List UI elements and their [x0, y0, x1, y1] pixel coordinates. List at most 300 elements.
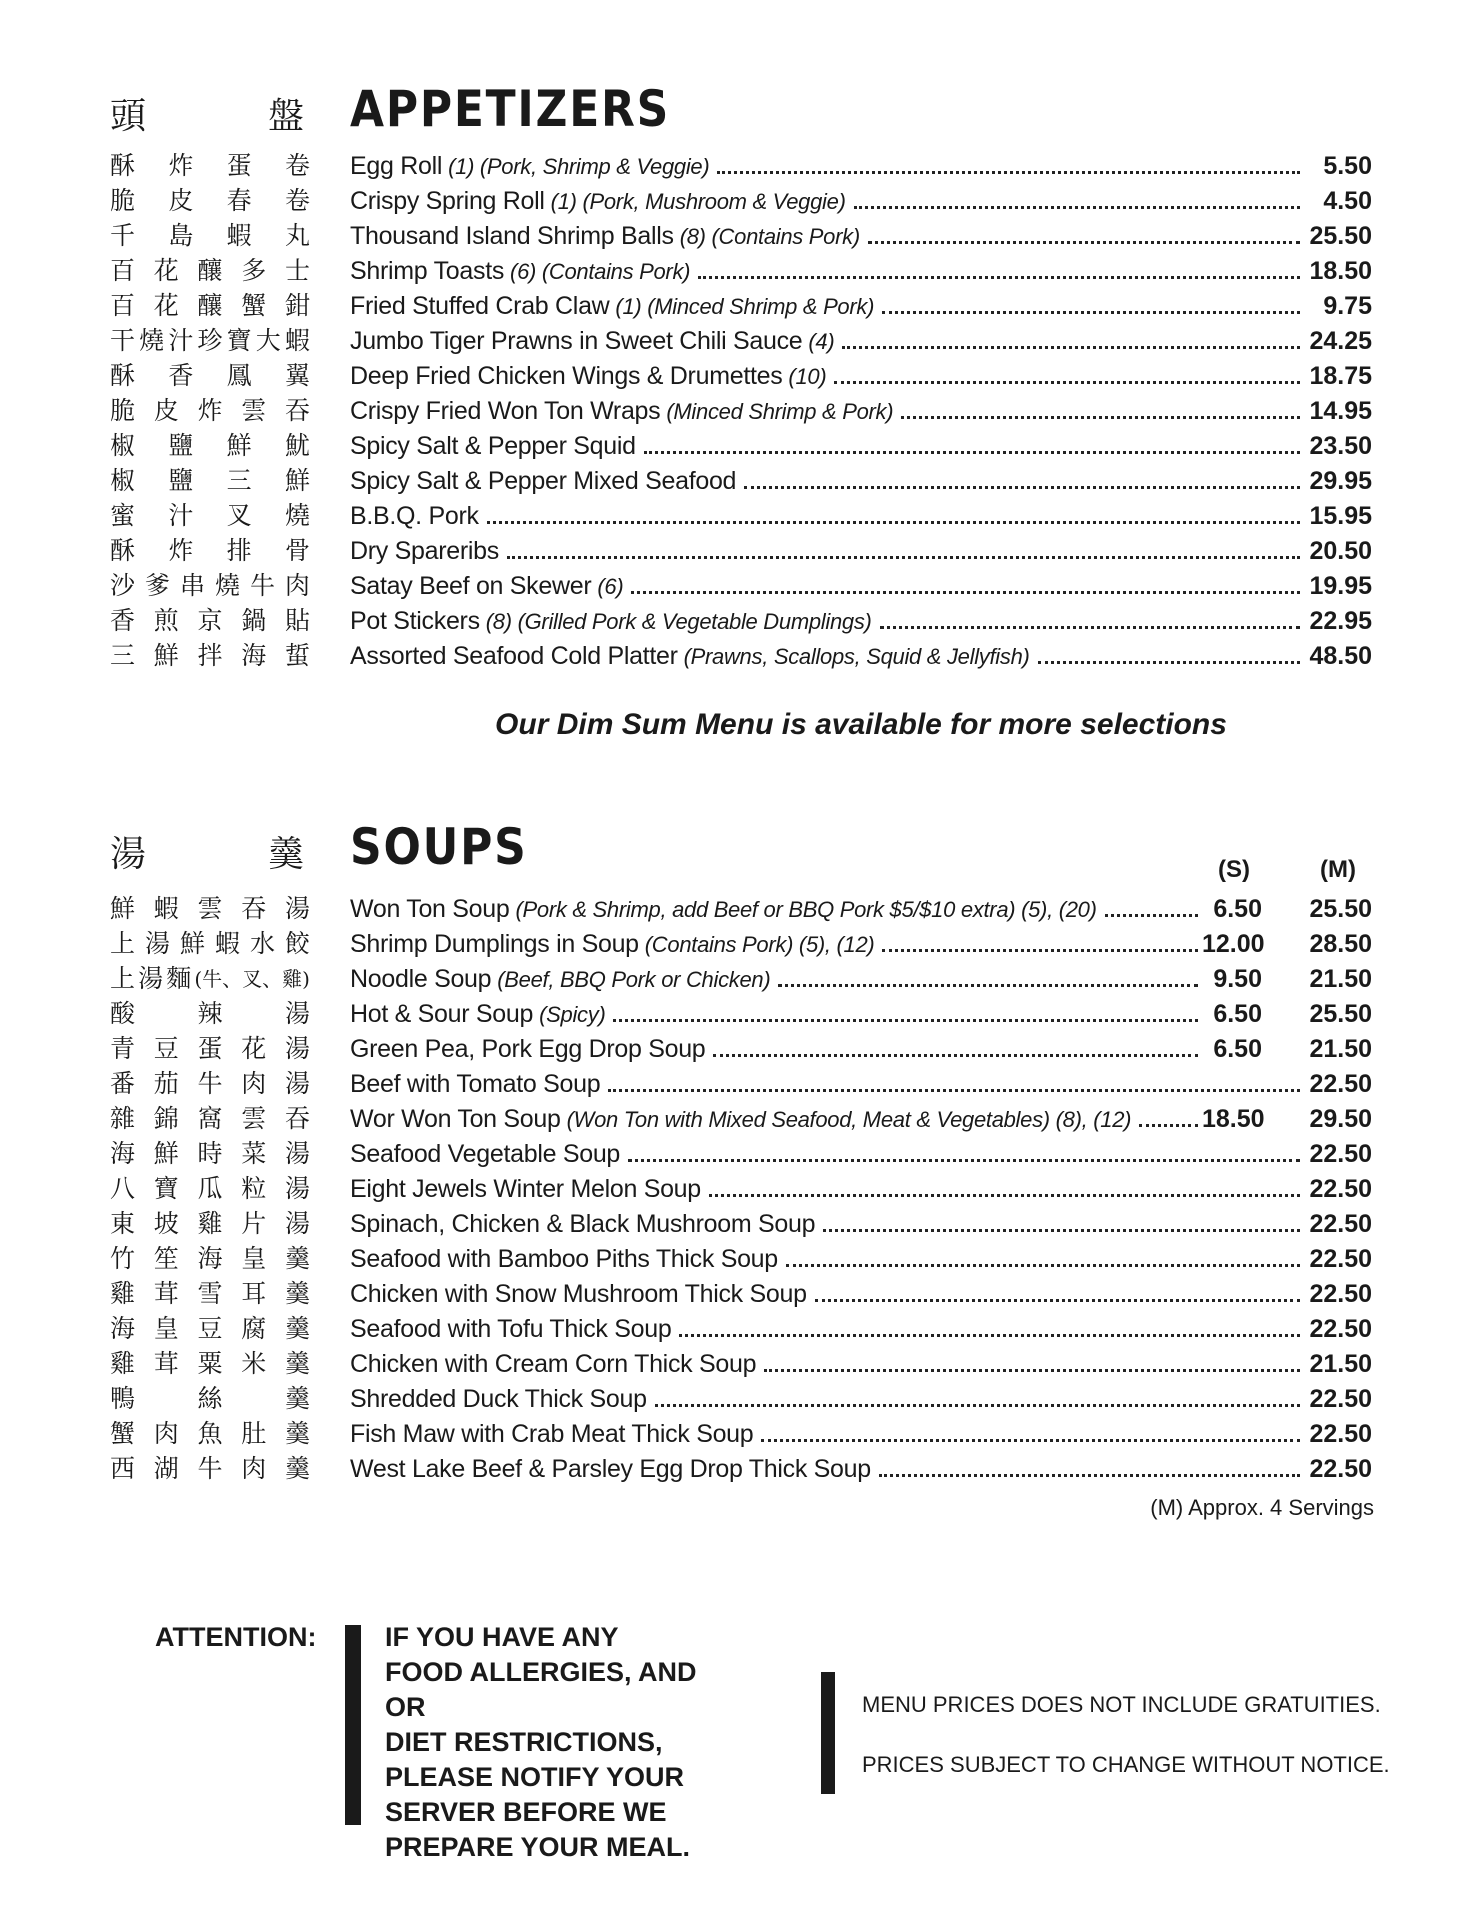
chinese-char: 拌 — [197, 641, 223, 670]
menu-item-row — [110, 963, 1372, 998]
chinese-char: 魷 — [284, 431, 310, 460]
chinese-char: 上 — [110, 929, 136, 958]
chinese-name — [110, 1383, 310, 1415]
menu-item-english — [350, 1348, 1372, 1380]
appetizers-cn-title-2: 盤 — [268, 96, 305, 137]
chinese-char: 辣 — [197, 999, 223, 1028]
item-name: Fried Stuffed Crab Claw — [350, 292, 610, 320]
soups-cn-title-1: 湯 — [110, 834, 147, 875]
chinese-char: 湯 — [284, 1034, 310, 1063]
menu-item-english — [350, 570, 1372, 603]
menu-item-english — [350, 185, 1372, 218]
chinese-char: 酸 — [110, 999, 136, 1028]
appetizers-list — [110, 150, 1372, 675]
chinese-char: 香 — [168, 361, 194, 390]
chinese-char: 春 — [226, 186, 252, 215]
appetizers-header — [110, 80, 1370, 140]
item-name: Chicken with Cream Corn Thick Soup — [350, 1350, 757, 1378]
menu-item-row — [110, 893, 1372, 928]
menu-item-row — [110, 998, 1372, 1033]
chinese-char: 排 — [226, 536, 252, 565]
chinese-char: 絲 — [197, 1384, 223, 1413]
chinese-char: 粟 — [197, 1349, 223, 1378]
chinese-char: 湯 — [284, 1174, 310, 1203]
menu-item-row — [110, 1383, 1372, 1418]
item-name: Dry Spareribs — [350, 537, 499, 565]
item-name: Fish Maw with Crab Meat Thick Soup — [350, 1420, 754, 1448]
chinese-char: 海 — [110, 1314, 136, 1343]
chinese-char: 茸 — [153, 1279, 179, 1308]
chinese-char: 百 — [110, 291, 136, 320]
chinese-char: 鮮 — [153, 641, 179, 670]
chinese-char: 湯 — [284, 1209, 310, 1238]
dot-leader — [823, 1229, 1300, 1232]
chinese-char: 水 — [249, 929, 275, 958]
item-note: (1) (Pork, Mushroom & Veggie) — [550, 189, 846, 214]
chinese-char: 雲 — [241, 1104, 267, 1133]
chinese-char: 蛋 — [197, 1034, 223, 1063]
chinese-name — [110, 570, 310, 602]
chinese-char: 千 — [110, 221, 136, 250]
item-name: Spicy Salt & Pepper Squid — [350, 432, 636, 460]
chinese-name — [110, 1138, 310, 1170]
item-note: (Spicy) — [539, 1002, 606, 1027]
item-note: (10) — [788, 364, 827, 389]
attention-label: ATTENTION: — [155, 1622, 317, 1652]
small-size-header: (S) — [1218, 856, 1250, 883]
item-name: Assorted Seafood Cold Platter — [350, 642, 678, 670]
chinese-char: 羹 — [284, 1279, 310, 1308]
medium-price: 21.50 — [1309, 965, 1372, 993]
item-price: 18.75 — [1309, 362, 1372, 390]
menu-item-row — [110, 185, 1372, 220]
menu-item-english — [350, 220, 1372, 253]
item-note: (Won Ton with Mixed Seafood, Meat & Vegetables) (8), (12) — [566, 1107, 1132, 1132]
menu-item-row — [110, 290, 1372, 325]
dot-leader — [613, 1019, 1198, 1022]
chinese-name — [110, 1103, 310, 1135]
menu-item-english — [350, 1033, 1372, 1065]
chinese-char: 蟹 — [110, 1419, 136, 1448]
chinese-char: 肉 — [153, 1419, 179, 1448]
medium-size-header: (M) — [1320, 856, 1356, 883]
item-name: B.B.Q. Pork — [350, 502, 479, 530]
dot-leader — [815, 1299, 1300, 1302]
soups-header — [110, 818, 1370, 883]
appetizers-cn-title-1: 頭 — [110, 96, 147, 137]
chinese-char: 米 — [241, 1349, 267, 1378]
item-note: (8) (Contains Pork) — [679, 224, 860, 249]
item-name: Egg Roll — [350, 152, 443, 180]
chinese-name — [110, 928, 310, 960]
item-price: 22.95 — [1309, 607, 1372, 635]
menu-item-row — [110, 360, 1372, 395]
menu-item-row — [110, 1173, 1372, 1208]
menu-item-row — [110, 465, 1372, 500]
chinese-char: 皇 — [153, 1314, 179, 1343]
menu-item-english — [350, 1068, 1372, 1100]
chinese-char: 多 — [241, 256, 267, 285]
chinese-char: 沙 — [110, 571, 136, 600]
dot-leader — [761, 1439, 1300, 1442]
item-note: (1) (Pork, Shrimp & Veggie) — [448, 154, 710, 179]
chinese-char: 鮮 — [179, 929, 205, 958]
item-name: Hot & Sour Soup — [350, 1000, 534, 1028]
chinese-char: 汁 — [168, 326, 194, 355]
menu-item-row — [110, 640, 1372, 675]
chinese-char: 海 — [197, 1244, 223, 1273]
medium-price: 21.50 — [1309, 1350, 1372, 1378]
chinese-char: 坡 — [153, 1209, 179, 1238]
chinese-char: 鮮 — [284, 466, 310, 495]
chinese-name — [110, 963, 310, 995]
chinese-char: 海 — [110, 1139, 136, 1168]
chinese-char: 牛 — [197, 1069, 223, 1098]
item-name: Pot Stickers — [350, 607, 480, 635]
chinese-char: 鴨 — [110, 1384, 136, 1413]
chinese-char: 鮮 — [110, 894, 136, 923]
chinese-name — [110, 640, 310, 672]
chinese-name — [110, 220, 310, 252]
chinese-char: 肉 — [241, 1069, 267, 1098]
chinese-char: 叉 — [226, 501, 252, 530]
chinese-char: 三 — [226, 466, 252, 495]
chinese-char: 雜 — [110, 1104, 136, 1133]
chinese-char: 青 — [110, 1034, 136, 1063]
small-price: 9.50 — [1213, 965, 1262, 993]
chinese-char: 雞 — [110, 1349, 136, 1378]
attention-line: PREPARE YOUR MEAL. — [385, 1832, 691, 1862]
dot-leader — [854, 206, 1300, 209]
item-name: Spinach, Chicken & Black Mushroom Soup — [350, 1210, 816, 1238]
menu-item-row — [110, 928, 1372, 963]
menu-item-english — [350, 430, 1372, 462]
dot-leader — [842, 346, 1300, 349]
menu-item-row — [110, 1313, 1372, 1348]
chinese-char: 酥 — [110, 151, 136, 180]
chinese-name — [110, 465, 310, 497]
chinese-char: 吞 — [284, 1104, 310, 1133]
chinese-char: 椒 — [110, 466, 136, 495]
chinese-char: 茸 — [153, 1349, 179, 1378]
chinese-char: 菜 — [241, 1139, 267, 1168]
dot-leader — [744, 486, 1300, 489]
dot-leader — [644, 451, 1300, 454]
chinese-char: 爹 — [144, 571, 170, 600]
chinese-char: 蝦 — [284, 326, 310, 355]
chinese-char: 翼 — [284, 361, 310, 390]
menu-item-row — [110, 1348, 1372, 1383]
chinese-char: 貼 — [284, 606, 310, 635]
dot-leader — [631, 591, 1300, 594]
item-name: Thousand Island Shrimp Balls — [350, 222, 674, 250]
chinese-char: 皮 — [153, 396, 179, 425]
menu-item-english — [350, 1278, 1372, 1310]
item-name: Shrimp Dumplings in Soup — [350, 930, 639, 958]
chinese-char: 蜇 — [284, 641, 310, 670]
chinese-char: 丸 — [284, 221, 310, 250]
small-price: 18.50 — [1202, 1105, 1265, 1133]
chinese-char: 羹 — [284, 1419, 310, 1448]
item-price: 15.95 — [1309, 502, 1372, 530]
chinese-char: 湖 — [153, 1454, 179, 1483]
chinese-char: 雞 — [110, 1279, 136, 1308]
chinese-char: 肉 — [241, 1454, 267, 1483]
item-note: (Pork & Shrimp, add Beef or BBQ Pork $5/$10 extra) (5), (20) — [515, 897, 1097, 922]
soups-cn-title-2: 羹 — [268, 834, 305, 875]
medium-price: 22.50 — [1309, 1385, 1372, 1413]
gratuities-notice: MENU PRICES DOES NOT INCLUDE GRATUITIES. — [862, 1692, 1381, 1717]
chinese-char: 炸 — [197, 396, 223, 425]
chinese-char: 卷 — [284, 186, 310, 215]
attention-line: SERVER BEFORE WE — [385, 1797, 667, 1827]
chinese-char: 酥 — [110, 536, 136, 565]
menu-item-row — [110, 1208, 1372, 1243]
chinese-char: 蝦 — [214, 929, 240, 958]
chinese-char: 豆 — [197, 1314, 223, 1343]
dot-leader — [868, 241, 1300, 244]
chinese-char: 干 — [110, 326, 136, 355]
chinese-char: 羹 — [284, 1349, 310, 1378]
soups-list — [110, 893, 1372, 1488]
item-name: Chicken with Snow Mushroom Thick Soup — [350, 1280, 807, 1308]
medium-price: 22.50 — [1309, 1245, 1372, 1273]
menu-item-english — [350, 605, 1372, 638]
small-price: 6.50 — [1213, 1000, 1262, 1028]
chinese-name — [110, 1418, 310, 1450]
menu-item-row — [110, 1243, 1372, 1278]
chinese-name — [110, 1453, 310, 1485]
item-name: Shrimp Toasts — [350, 257, 505, 285]
chinese-char: 蜜 — [110, 501, 136, 530]
chinese-char: 燒 — [284, 501, 310, 530]
menu-item-english — [350, 1243, 1372, 1275]
item-name: Won Ton Soup — [350, 895, 510, 923]
item-name: Wor Won Ton Soup — [350, 1105, 561, 1133]
dot-leader — [764, 1369, 1300, 1372]
chinese-char: 吞 — [284, 396, 310, 425]
chinese-char: 番 — [110, 1069, 136, 1098]
menu-item-row — [110, 255, 1372, 290]
menu-item-english — [350, 893, 1372, 926]
item-note: (Beef, BBQ Pork or Chicken) — [497, 967, 771, 992]
medium-price: 28.50 — [1309, 930, 1372, 958]
chinese-char: 蟹 — [241, 291, 267, 320]
chinese-char: 豆 — [153, 1034, 179, 1063]
menu-item-row — [110, 1103, 1372, 1138]
dot-leader — [698, 276, 1300, 279]
dot-leader — [713, 1054, 1198, 1057]
medium-price: 22.50 — [1309, 1140, 1372, 1168]
medium-price: 22.50 — [1309, 1315, 1372, 1343]
attention-line: FOOD ALLERGIES, AND OR — [385, 1657, 697, 1722]
item-note: (6) — [597, 574, 624, 599]
menu-item-english — [350, 395, 1372, 428]
item-price: 25.50 — [1309, 222, 1372, 250]
dot-leader — [880, 626, 1300, 629]
item-note: (4) — [808, 329, 835, 354]
medium-price: 25.50 — [1309, 1000, 1372, 1028]
menu-item-row — [110, 430, 1372, 465]
menu-item-english — [350, 360, 1372, 393]
servings-note: (M) Approx. 4 Servings — [1150, 1495, 1374, 1520]
chinese-char: 皮 — [168, 186, 194, 215]
item-note: (Prawns, Scallops, Squid & Jellyfish) — [683, 644, 1030, 669]
small-price: 6.50 — [1213, 895, 1262, 923]
chinese-char: 寶 — [226, 326, 252, 355]
menu-item-row — [110, 535, 1372, 570]
menu-item-english — [350, 325, 1372, 358]
notice-bar — [821, 1672, 835, 1794]
menu-item-row — [110, 500, 1372, 535]
chinese-char: 耳 — [241, 1279, 267, 1308]
chinese-char: 吞 — [241, 894, 267, 923]
chinese-name — [110, 395, 310, 427]
menu-item-english — [350, 465, 1372, 497]
chinese-name — [110, 1173, 310, 1205]
chinese-char: 雪 — [197, 1279, 223, 1308]
item-price: 14.95 — [1309, 397, 1372, 425]
item-note: (Contains Pork) (5), (12) — [644, 932, 875, 957]
chinese-char: 竹 — [110, 1244, 136, 1273]
attention-bar — [345, 1625, 361, 1825]
chinese-char: 脆 — [110, 186, 136, 215]
chinese-char: 羹 — [284, 1314, 310, 1343]
item-name: Deep Fried Chicken Wings & Drumettes — [350, 362, 783, 390]
menu-item-row — [110, 395, 1372, 430]
dot-leader — [882, 311, 1300, 314]
chinese-char: 珍 — [197, 326, 223, 355]
dot-leader — [709, 1194, 1300, 1197]
dot-leader — [879, 1474, 1300, 1477]
medium-price: 22.50 — [1309, 1210, 1372, 1238]
item-note: (6) (Contains Pork) — [510, 259, 691, 284]
chinese-char: 卷 — [284, 151, 310, 180]
item-name: Seafood Vegetable Soup — [350, 1140, 621, 1168]
medium-price: 22.50 — [1309, 1455, 1372, 1483]
chinese-char: 羹 — [284, 1244, 310, 1273]
chinese-char: 牛 — [249, 571, 275, 600]
menu-item-english — [350, 1103, 1372, 1136]
dot-leader — [487, 521, 1300, 524]
chinese-char: 腐 — [241, 1314, 267, 1343]
menu-item-english — [350, 500, 1372, 532]
chinese-char: 蝦 — [226, 221, 252, 250]
chinese-char: 鮮 — [226, 431, 252, 460]
menu-item-row — [110, 150, 1372, 185]
chinese-char: 酥 — [110, 361, 136, 390]
dot-leader — [717, 171, 1300, 174]
chinese-char: 東 — [110, 1209, 136, 1238]
chinese-char: 鉗 — [284, 291, 310, 320]
item-price: 19.95 — [1309, 572, 1372, 600]
medium-price: 29.50 — [1309, 1105, 1372, 1133]
item-price: 23.50 — [1309, 432, 1372, 460]
menu-item-english — [350, 1453, 1372, 1485]
dot-leader — [786, 1264, 1300, 1267]
dot-leader — [901, 416, 1300, 419]
item-price: 9.75 — [1323, 292, 1372, 320]
chinese-char: 釀 — [197, 291, 223, 320]
dot-leader — [1105, 914, 1198, 917]
chinese-name — [110, 1068, 310, 1100]
menu-item-row — [110, 605, 1372, 640]
item-price: 48.50 — [1309, 642, 1372, 670]
attention-line: DIET RESTRICTIONS, — [385, 1727, 663, 1757]
item-name: Crispy Spring Roll — [350, 187, 545, 215]
appetizers-title: APPETIZERS — [350, 80, 671, 138]
chinese-char: 煎 — [153, 606, 179, 635]
item-name: Satay Beef on Skewer — [350, 572, 592, 600]
medium-price: 22.50 — [1309, 1420, 1372, 1448]
price-change-notice: PRICES SUBJECT TO CHANGE WITHOUT NOTICE. — [862, 1752, 1390, 1777]
chinese-name — [110, 1278, 310, 1310]
chinese-char: 香 — [110, 606, 136, 635]
chinese-char: 釀 — [197, 256, 223, 285]
chinese-char: 八 — [110, 1174, 136, 1203]
chinese-char: 羹 — [284, 1384, 310, 1413]
menu-item-english — [350, 640, 1372, 673]
chinese-char: 片 — [241, 1209, 267, 1238]
menu-item-english — [350, 1313, 1372, 1345]
chinese-char: 魚 — [197, 1419, 223, 1448]
item-price: 20.50 — [1309, 537, 1372, 565]
menu-item-english — [350, 535, 1372, 567]
item-name: Spicy Salt & Pepper Mixed Seafood — [350, 467, 737, 495]
medium-price: 25.50 — [1309, 895, 1372, 923]
dot-leader — [834, 381, 1300, 384]
medium-price: 22.50 — [1309, 1280, 1372, 1308]
chinese-char: 蝦 — [153, 894, 179, 923]
chinese-char: 花 — [153, 256, 179, 285]
chinese-char: 脆 — [110, 396, 136, 425]
chinese-char: 皇 — [241, 1244, 267, 1273]
chinese-name — [110, 1243, 310, 1275]
item-name: Noodle Soup — [350, 965, 492, 993]
chinese-name — [110, 500, 310, 532]
chinese-char: 三 — [110, 641, 136, 670]
chinese-char: 鮮 — [153, 1139, 179, 1168]
chinese-char: 燒 — [214, 571, 240, 600]
chinese-char: 雞 — [197, 1209, 223, 1238]
soups-title: SOUPS — [350, 818, 528, 876]
medium-price: 21.50 — [1309, 1035, 1372, 1063]
chinese-char: 雲 — [241, 396, 267, 425]
chinese-char: 炸 — [168, 536, 194, 565]
chinese-char: 湯 — [284, 1139, 310, 1168]
medium-price: 22.50 — [1309, 1175, 1372, 1203]
item-name: Shredded Duck Thick Soup — [350, 1385, 647, 1413]
menu-item-row — [110, 220, 1372, 255]
attention-line: IF YOU HAVE ANY — [385, 1622, 619, 1652]
chinese-name — [110, 185, 310, 217]
chinese-char: 湯 — [284, 894, 310, 923]
menu-item-english — [350, 963, 1372, 996]
menu-item-row — [110, 1138, 1372, 1173]
menu-item-english — [350, 1173, 1372, 1205]
item-name: West Lake Beef & Parsley Egg Drop Thick Soup — [350, 1455, 871, 1483]
chinese-name — [110, 360, 310, 392]
chinese-char: 海 — [241, 641, 267, 670]
small-price: 12.00 — [1202, 930, 1265, 958]
menu-item-english — [350, 1138, 1372, 1170]
dot-leader — [608, 1089, 1300, 1092]
item-price: 18.50 — [1309, 257, 1372, 285]
item-note: (8) (Grilled Pork & Vegetable Dumplings) — [485, 609, 872, 634]
chinese-char: 湯 — [284, 999, 310, 1028]
chinese-name — [110, 290, 310, 322]
item-price: 24.25 — [1309, 327, 1372, 355]
